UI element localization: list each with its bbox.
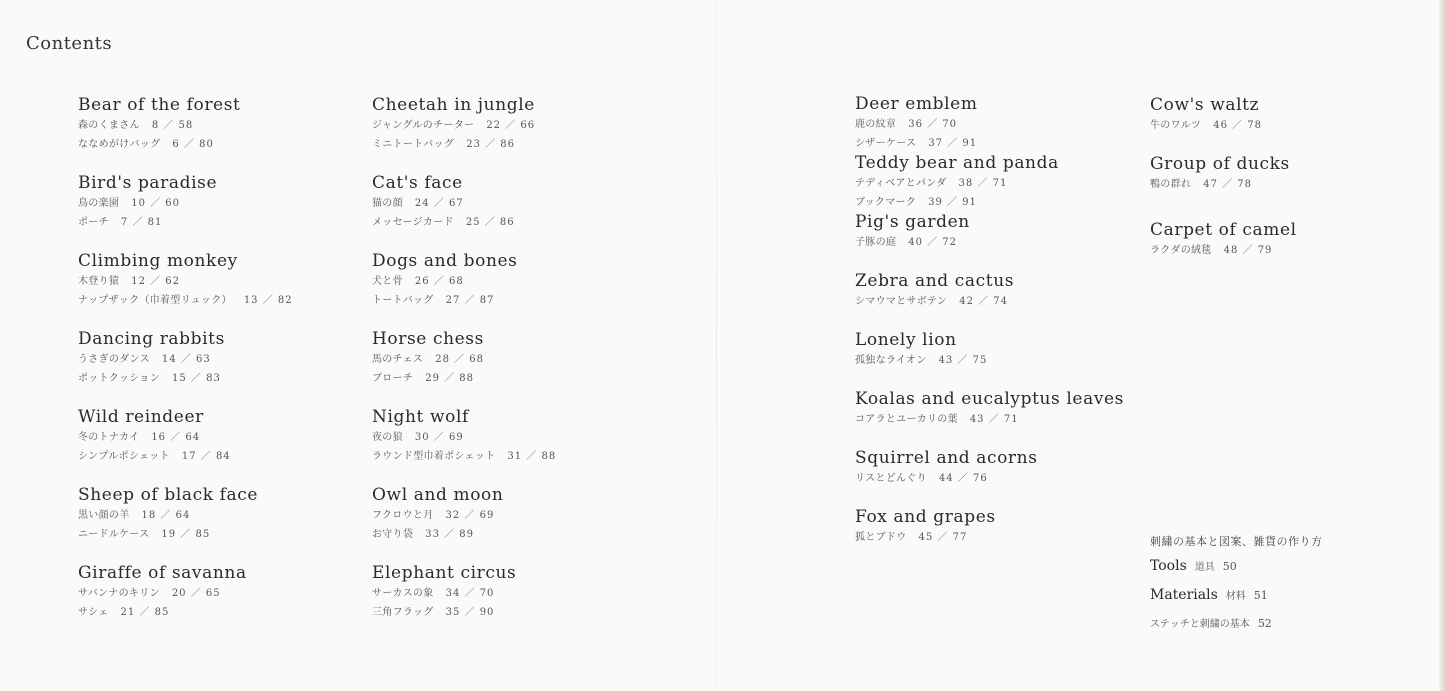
contents-entry <box>372 328 652 406</box>
basics-item-title: Tools <box>1150 558 1187 574</box>
basics-item-japanese: ステッチと刺繍の基本 <box>1150 619 1250 630</box>
entry-title: Giraffe of savanna <box>78 563 247 583</box>
subitem-japanese-title: サシェ <box>78 607 109 618</box>
entry-subitem <box>372 369 652 388</box>
entry-subitem <box>855 410 1135 429</box>
subitem-japanese-title: テディベアとパンダ <box>855 178 947 189</box>
subitem-japanese-title: シザーケース <box>855 138 917 149</box>
subitem-japanese-title: 孤独なライオン <box>855 355 927 366</box>
subitem-japanese-title: ラクダの絨毯 <box>1150 245 1212 256</box>
entry-subitem <box>78 350 358 369</box>
subitem-page-numbers: 44 ／ 76 <box>938 473 988 484</box>
subitem-page-numbers: 30 ／ 69 <box>414 432 464 443</box>
entry-subitem <box>855 193 1135 212</box>
basics-item-page: 51 <box>1253 589 1268 602</box>
subitem-page-numbers: 46 ／ 78 <box>1213 120 1263 131</box>
contents-entry <box>855 211 1135 270</box>
entry-title: Sheep of black face <box>78 485 259 505</box>
basics-heading: 刺繍の基本と図案、雑貨の作り方 <box>1150 535 1323 548</box>
entry-subitem <box>372 506 652 525</box>
entry-subitem <box>855 469 1135 488</box>
entry-subitem <box>372 447 652 466</box>
subitem-japanese-title: 馬のチェス <box>372 354 424 365</box>
page-title: Contents <box>26 33 113 54</box>
subitem-japanese-title: ジャングルのチーター <box>372 120 475 131</box>
entry-subitem <box>372 135 652 154</box>
subitem-page-numbers: 10 ／ 60 <box>131 198 181 209</box>
page-edge <box>1439 0 1445 691</box>
subitem-page-numbers: 23 ／ 86 <box>466 139 516 150</box>
contents-entry <box>78 250 358 328</box>
subitem-page-numbers: 40 ／ 72 <box>908 237 958 248</box>
subitem-page-numbers: 36 ／ 70 <box>908 119 958 130</box>
entry-title: Fox and grapes <box>855 507 996 527</box>
entry-subitem <box>78 525 358 544</box>
subitem-page-numbers: 25 ／ 86 <box>465 217 515 228</box>
subitem-japanese-title: メッセージカード <box>372 217 454 228</box>
basics-item-stitches <box>1150 610 1430 637</box>
subitem-page-numbers: 34 ／ 70 <box>445 588 495 599</box>
subitem-page-numbers: 14 ／ 63 <box>161 354 211 365</box>
subitem-japanese-title: トートバッグ <box>372 295 434 306</box>
contents-column-3 <box>855 93 1135 565</box>
subitem-japanese-title: ポットクッション <box>78 373 160 384</box>
basics-item-materials <box>1150 581 1430 610</box>
entry-subitem <box>372 525 652 544</box>
entry-subitem <box>1150 116 1430 135</box>
subitem-japanese-title: ブックマーク <box>855 197 917 208</box>
entry-title: Bird's paradise <box>78 173 218 193</box>
entry-subitem <box>372 272 652 291</box>
entry-subitem <box>78 447 358 466</box>
subitem-japanese-title: ポーチ <box>78 217 109 228</box>
entry-title: Cheetah in jungle <box>372 95 535 115</box>
contents-entry <box>1150 219 1430 278</box>
contents-entry <box>78 94 358 172</box>
subitem-japanese-title: サバンナのキリン <box>78 588 160 599</box>
subitem-page-numbers: 26 ／ 68 <box>414 276 464 287</box>
contents-entry <box>78 328 358 406</box>
contents-entry <box>855 388 1135 447</box>
entry-title: Dogs and bones <box>372 251 518 271</box>
contents-entry <box>372 562 652 640</box>
subitem-japanese-title: 黒い顔の羊 <box>78 510 130 521</box>
subitem-japanese-title: 鳥の楽園 <box>78 198 120 209</box>
entry-title: Dancing rabbits <box>78 329 225 349</box>
subitem-japanese-title: 鴨の群れ <box>1150 179 1192 190</box>
entry-subitem <box>78 506 358 525</box>
subitem-page-numbers: 37 ／ 91 <box>928 138 978 149</box>
subitem-japanese-title: シマウマとサボテン <box>855 296 948 307</box>
basics-item-japanese: 材料 <box>1225 591 1246 602</box>
entry-subitem <box>372 194 652 213</box>
subitem-japanese-title: お守り袋 <box>372 529 414 540</box>
entry-title: Zebra and cactus <box>855 271 1015 291</box>
contents-entry <box>78 484 358 562</box>
subitem-page-numbers: 31 ／ 88 <box>507 451 557 462</box>
entry-subitem <box>78 291 358 310</box>
subitem-page-numbers: 12 ／ 62 <box>131 276 181 287</box>
subitem-japanese-title: シンプルポシェット <box>78 451 170 462</box>
contents-column-1 <box>78 94 358 640</box>
subitem-page-numbers: 29 ／ 88 <box>425 373 475 384</box>
subitem-page-numbers: 17 ／ 84 <box>181 451 231 462</box>
subitem-page-numbers: 48 ／ 79 <box>1223 245 1273 256</box>
entry-title: Horse chess <box>372 329 484 349</box>
subitem-page-numbers: 6 ／ 80 <box>172 139 214 150</box>
subitem-page-numbers: 43 ／ 75 <box>938 355 988 366</box>
entry-title: Teddy bear and panda <box>855 153 1059 173</box>
entry-title: Wild reindeer <box>78 407 204 427</box>
subitem-page-numbers: 35 ／ 90 <box>445 607 495 618</box>
subitem-page-numbers: 13 ／ 82 <box>243 295 293 306</box>
entry-subitem <box>78 369 358 388</box>
contents-entry <box>855 270 1135 329</box>
entry-title: Owl and moon <box>372 485 504 505</box>
contents-entry <box>855 93 1135 152</box>
contents-entry <box>1150 153 1430 219</box>
subitem-japanese-title: 冬のトナカイ <box>78 432 140 443</box>
subitem-page-numbers: 16 ／ 64 <box>151 432 201 443</box>
subitem-japanese-title: ななめがけバッグ <box>78 139 161 150</box>
entry-title: Carpet of camel <box>1150 220 1297 240</box>
subitem-japanese-title: 木登り猿 <box>78 276 120 287</box>
entry-subitem <box>855 292 1135 311</box>
subitem-japanese-title: フクロウと月 <box>372 510 434 521</box>
subitem-japanese-title: リスとどんぐり <box>855 473 927 484</box>
entry-title: Koalas and eucalyptus leaves <box>855 389 1125 409</box>
entry-subitem <box>372 428 652 447</box>
subitem-japanese-title: ミニトートバッグ <box>372 139 455 150</box>
subitem-japanese-title: 猫の顔 <box>372 198 403 209</box>
subitem-japanese-title: 犬と骨 <box>372 276 403 287</box>
entry-title: Elephant circus <box>372 563 517 583</box>
subitem-page-numbers: 38 ／ 71 <box>958 178 1008 189</box>
subitem-japanese-title: コアラとユーカリの葉 <box>855 414 958 425</box>
entry-title: Pig's garden <box>855 212 970 232</box>
entry-title: Group of ducks <box>1150 154 1290 174</box>
subitem-page-numbers: 22 ／ 66 <box>486 120 536 131</box>
entry-subitem <box>78 194 358 213</box>
entry-title: Squirrel and acorns <box>855 448 1038 468</box>
entry-title: Lonely lion <box>855 330 957 350</box>
entry-title: Cow's waltz <box>1150 95 1260 115</box>
subitem-japanese-title: 三角フラッグ <box>372 607 434 618</box>
contents-entry <box>372 484 652 562</box>
subitem-page-numbers: 28 ／ 68 <box>435 354 485 365</box>
contents-entry <box>372 172 652 250</box>
subitem-page-numbers: 27 ／ 87 <box>445 295 495 306</box>
entry-subitem <box>1150 175 1430 194</box>
entry-title: Deer emblem <box>855 94 978 114</box>
subitem-page-numbers: 32 ／ 69 <box>445 510 495 521</box>
entry-subitem <box>78 428 358 447</box>
basics-item-tools <box>1150 552 1430 581</box>
subitem-japanese-title: 牛のワルツ <box>1150 120 1202 131</box>
entry-subitem <box>855 134 1135 153</box>
subitem-japanese-title: 森のくまさん <box>78 120 140 131</box>
entry-title: Night wolf <box>372 407 469 427</box>
subitem-japanese-title: サーカスの象 <box>372 588 434 599</box>
contents-entry <box>372 94 652 172</box>
subitem-page-numbers: 19 ／ 85 <box>161 529 211 540</box>
subitem-page-numbers: 47 ／ 78 <box>1203 179 1253 190</box>
entry-subitem <box>372 584 652 603</box>
subitem-japanese-title: ブローチ <box>372 373 414 384</box>
basics-section <box>1150 532 1430 637</box>
contents-entry <box>1150 94 1430 153</box>
entry-subitem <box>372 291 652 310</box>
entry-subitem <box>78 603 358 622</box>
entry-subitem <box>855 233 1135 252</box>
contents-entry <box>855 506 1135 565</box>
subitem-page-numbers: 15 ／ 83 <box>172 373 221 384</box>
contents-column-2 <box>372 94 652 640</box>
subitem-page-numbers: 24 ／ 67 <box>414 198 464 209</box>
entry-subitem <box>78 272 358 291</box>
page-gutter <box>716 0 717 691</box>
entry-subitem <box>855 174 1135 193</box>
contents-entry <box>372 250 652 328</box>
subitem-page-numbers: 33 ／ 89 <box>425 529 475 540</box>
subitem-japanese-title: うさぎのダンス <box>78 354 150 365</box>
entry-title: Cat's face <box>372 173 463 193</box>
contents-entry <box>855 152 1135 211</box>
entry-subitem <box>855 528 1135 547</box>
basics-item-japanese: 道具 <box>1194 562 1215 573</box>
entry-subitem <box>372 116 652 135</box>
entry-subitem <box>855 115 1135 134</box>
contents-entry <box>855 447 1135 506</box>
subitem-page-numbers: 21 ／ 85 <box>120 607 170 618</box>
entry-subitem <box>78 584 358 603</box>
entry-subitem <box>78 116 358 135</box>
subitem-page-numbers: 8 ／ 58 <box>151 120 194 131</box>
subitem-japanese-title: 夜の狼 <box>372 432 403 443</box>
subitem-japanese-title: ラウンド型巾着ポシェット <box>372 451 496 462</box>
entry-subitem <box>372 350 652 369</box>
entry-subitem <box>855 351 1135 370</box>
subitem-japanese-title: 狐とブドウ <box>855 532 907 543</box>
subitem-japanese-title: 鹿の紋章 <box>855 119 897 130</box>
basics-item-page: 52 <box>1257 617 1272 630</box>
entry-subitem <box>372 213 652 232</box>
contents-entry <box>855 329 1135 388</box>
subitem-page-numbers: 18 ／ 64 <box>141 510 191 521</box>
subitem-japanese-title: ニードルケース <box>78 529 150 540</box>
entry-subitem <box>78 135 358 154</box>
subitem-japanese-title: 子豚の庭 <box>855 237 897 248</box>
subitem-japanese-title: ナップザック（巾着型リュック） <box>78 295 232 306</box>
subitem-page-numbers: 45 ／ 77 <box>918 532 968 543</box>
contents-entry <box>78 406 358 484</box>
entry-subitem <box>372 603 652 622</box>
contents-entry <box>78 562 358 640</box>
basics-item-title: Materials <box>1150 587 1218 603</box>
entry-title: Bear of the forest <box>78 95 241 115</box>
entry-title: Climbing monkey <box>78 251 238 271</box>
contents-entry <box>78 172 358 250</box>
contents-column-4 <box>1150 94 1430 278</box>
subitem-page-numbers: 39 ／ 91 <box>928 197 977 208</box>
subitem-page-numbers: 42 ／ 74 <box>959 296 1009 307</box>
subitem-page-numbers: 7 ／ 81 <box>120 217 163 228</box>
basics-item-page: 50 <box>1222 560 1237 573</box>
contents-entry <box>372 406 652 484</box>
entry-subitem <box>78 213 358 232</box>
subitem-page-numbers: 20 ／ 65 <box>171 588 221 599</box>
subitem-page-numbers: 43 ／ 71 <box>969 414 1019 425</box>
entry-subitem <box>1150 241 1430 260</box>
